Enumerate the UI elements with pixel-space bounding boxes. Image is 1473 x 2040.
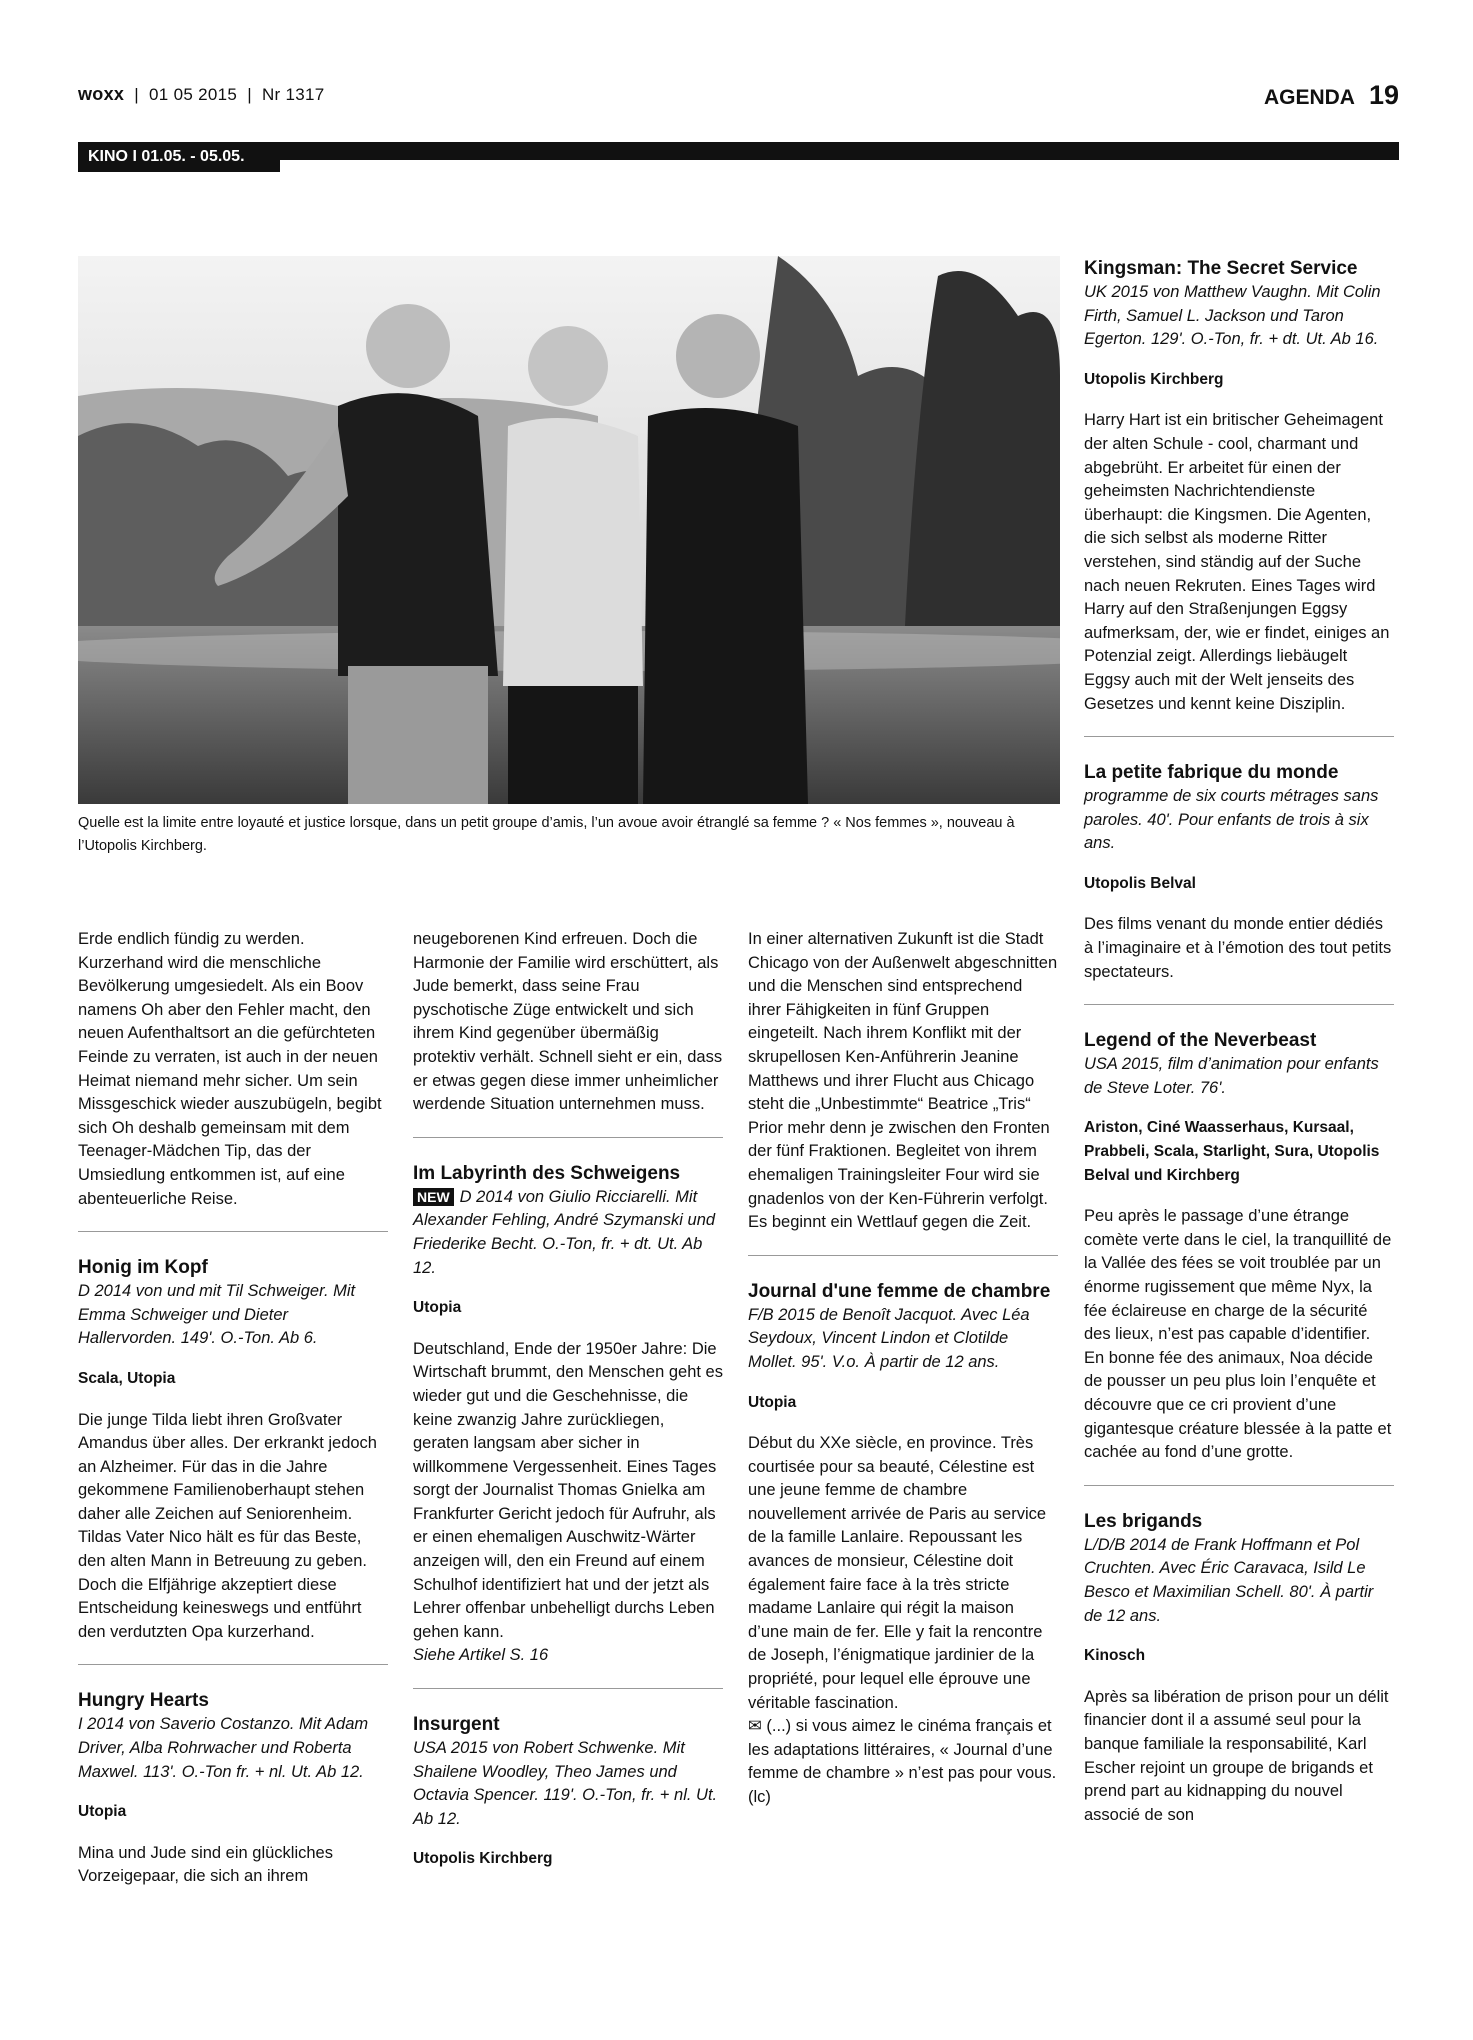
divider — [78, 1664, 388, 1665]
masthead: woxx | 01 05 2015 | Nr 1317 — [78, 84, 325, 104]
film-synopsis: Après sa libération de prison pour un délit financier dont il a assumé seul pour la banque familiale la responsabilité, Karl Escher rejoint un groupe de brigands et prend part au kidnapping du nouvel associé de son — [1084, 1687, 1389, 1824]
divider — [78, 1231, 388, 1232]
film-venue: Utopolis Belval — [1084, 874, 1196, 892]
article-reference: Siehe Artikel S. 16 — [413, 1646, 549, 1665]
column-1 — [78, 928, 388, 1889]
film-meta: USA 2015, film d’animation pour enfants de Steve Loter. 76'. — [1084, 1055, 1379, 1097]
issue-number: Nr 1317 — [261, 85, 325, 104]
issue-date: 01 05 2015 — [149, 85, 238, 104]
film-synopsis: Mina und Jude sind ein glückliches Vorzeigepaar, die sich an ihrem — [78, 1843, 333, 1886]
section-name: AGENDA — [1263, 86, 1355, 109]
photo-caption: Quelle est la limite entre loyauté et justice lorsque, dans un petit groupe d’amis, l’un avoue avoir étranglé sa femme ? « Nos femmes », nouveau à l’Utopolis Kirchberg. — [78, 815, 1015, 854]
film-title: Hungry Hearts — [78, 1690, 209, 1712]
column-3 — [748, 928, 1058, 1810]
film-title: Les brigands — [1084, 1510, 1203, 1532]
film-synopsis: Peu après le passage d’une étrange comète verte dans le ciel, la tranquillité de la Vallée des fées se voit troublée par un énorme rugissement que même Nyx, la fée éclaireuse en charge de la sécurité des lieux, n’est pas capable d’identifier. En bonne fée des animaux, Noa décide de pousser un peu plus loin l’enquête et découvre que ce cri provient d’une gigantesque créature blessée à la patte et cachée au fond d’une grotte. — [1084, 1207, 1392, 1462]
page-number: 19 — [1368, 80, 1399, 110]
divider — [748, 1255, 1058, 1256]
film-meta: L/D/B 2014 de Frank Hoffmann et Pol Cruchten. Avec Éric Caravaca, Isild Le Besco et Maximilian Schell. 80'. À partir de 12 ans. — [1084, 1535, 1374, 1625]
film-meta: F/B 2015 de Benoît Jacquot. Avec Léa Seydoux, Vincent Lindon et Clotilde Mollet. 95'. V.o. À partir de 12 ans. — [748, 1305, 1030, 1371]
column-4 — [1084, 257, 1394, 1827]
film-meta: USA 2015 von Robert Schwenke. Mit Shailene Woodley, Theo James und Octavia Spencer. 119'. O.-Ton, fr. + nl. Ut. Ab 12. — [413, 1739, 718, 1828]
film-synopsis: Début du XXe siècle, en province. Très courtisée pour sa beauté, Célestine est une jeune femme de chambre nouvellement arrivée de Paris au service de la famille Lanlaire. Repoussant les avances de monsieur, Célestine doit également faire face à la très stricte madame Lanlaire qui régit la maison d’une main de fer. Elle y fait la rencontre de Joseph, l’énigmatique jardinier de la propriété, pour lequel elle éprouve une véritable fascination. — [748, 1434, 1047, 1712]
film-title: Im Labyrinth des Schweigens — [413, 1162, 681, 1184]
article-continuation: Erde endlich fündig zu werden. Kurzerhand wird die menschliche Bevölkerung umgesiedelt. Als ein Boov namens Oh aber den Fehler macht, den neuen Aufenthaltsort an die gefürchteten Feinde zu verraten, ist auch in der neuen Heimat niemand mehr sicher. Um sein Missgeschick wieder auszubügeln, begibt sich Oh deshalb gemeinsam mit dem Teenager-Mädchen Tip, das der Umsiedlung entkommen ist, auf eine abenteuerliche Reise. — [78, 930, 382, 1208]
film-synopsis: Des films venant du monde entier dédiés à l’imaginaire et à l’émotion des tout petits spectateurs. — [1084, 915, 1392, 981]
divider — [1084, 1485, 1394, 1486]
film-venue: Utopolis Kirchberg — [1084, 370, 1224, 388]
section-header — [1264, 80, 1399, 111]
film-title: Honig im Kopf — [78, 1257, 208, 1279]
film-venue: Utopolis Kirchberg — [413, 1850, 553, 1868]
film-synopsis: Harry Hart ist ein britischer Geheimagent der alten Schule - cool, charmant und abgebrüht. Er arbeitet für einen der geheimsten Nachrichtendienste überhaupt: die Kingsmen. Die Agenten, die sich selbst als moderne Ritter verstehen, sind ständig auf der Suche nach neuen Rekruten. Eines Tages wird Harry auf den Straßenjungen Eggsy aufmerksam, der, wie er findet, einiges an Potenzial zeigt. Allerdings liebäugelt Eggsy auch mit der Welt jenseits des Gesetzes und kennt keine Disziplin. — [1084, 411, 1390, 713]
film-meta: NEW D 2014 von Giulio Ricciarelli. Mit Alexander Fehling, André Szymanski und Friederike Becht. O.-Ton, fr. + dt. Ut. Ab 12. — [413, 1187, 716, 1277]
film-venue: Kinosch — [1084, 1647, 1146, 1665]
film-meta: UK 2015 von Matthew Vaughn. Mit Colin Firth, Samuel L. Jackson und Taron Egerton. 129'. O.-Ton, fr. + dt. Ut. Ab 16. — [1084, 283, 1381, 349]
film-synopsis: Die junge Tilda liebt ihren Großvater Amandus über alles. Der erkrankt jedoch an Alzheimer. Für das in die Jahre gekommene Familienoberhaupt stehen daher alle Zeichen auf Seniorenheim. Tildas Vater Nico hält es für das Beste, den alten Mann in Betreuung zu geben. Doch die Elfjährige akzeptiert diese Entscheidung keineswegs und entführt den verdutzten Opa kurzerhand. — [78, 1410, 377, 1641]
divider — [413, 1688, 723, 1689]
film-synopsis: Deutschland, Ende der 1950er Jahre: Die Wirtschaft brummt, den Menschen geht es wieder gut und die Geschehnisse, die keine zwanzig Jahre zurückliegen, geraten langsam aber sicher in willkommene Vergessenheit. Eines Tages sorgt der Journalist Thomas Gnielka am Frankfurter Gericht jedoch für Aufruhr, als er einen ehemaligen Auschwitz-Wärter anzeigen will, den ein Freund auf einem Schulhof identifiziert hat und der jetzt als Lehrer offenbar unbehelligt durchs Leben gehen kann. — [413, 1339, 723, 1641]
film-review: ✉ (...) si vous aimez le cinéma français et les adaptations littéraires, « Journal d’une femme de chambre » n’est pas pour vous. (lc) — [748, 1717, 1057, 1806]
film-venue: Utopia — [78, 1803, 127, 1821]
film-meta: D 2014 von und mit Til Schweiger. Mit Emma Schweiger und Dieter Hallervorden. 149'. O.-Ton. Ab 6. — [78, 1282, 356, 1348]
film-title: Insurgent — [413, 1714, 500, 1736]
film-meta: I 2014 von Saverio Costanzo. Mit Adam Driver, Alba Rohrwacher und Roberta Maxwel. 113'. O.-Ton fr. + nl. Ut. Ab 12. — [78, 1715, 369, 1781]
brand-name: woxx — [78, 84, 125, 104]
film-venue: Ariston, Ciné Waasserhaus, Kursaal, Prabbeli, Scala, Starlight, Sura, Utopolis Belval und Kirchberg — [1084, 1119, 1380, 1184]
envelope-icon: ✉ — [748, 1717, 767, 1736]
film-venue: Utopia — [413, 1299, 462, 1317]
divider — [1084, 736, 1394, 737]
film-venue: Utopia — [748, 1393, 797, 1411]
film-title: Journal d'une femme de chambre — [748, 1280, 1051, 1302]
divider — [1084, 1004, 1394, 1005]
new-badge: NEW — [413, 1188, 454, 1206]
film-title: Legend of the Neverbeast — [1084, 1030, 1317, 1052]
film-still-photo — [78, 256, 1060, 804]
film-title: La petite fabrique du monde — [1084, 762, 1339, 784]
film-venue: Scala, Utopia — [78, 1369, 176, 1387]
section-tab: KINO I 01.05. - 05.05. — [78, 142, 280, 172]
divider — [413, 1137, 723, 1138]
article-continuation: In einer alternativen Zukunft ist die Stadt Chicago von der Außenwelt abgeschnitten und die Menschen sind entsprechend ihrer Fähigkeiten in fünf Gruppen eingeteilt. Nach ihrem Konflikt mit der skrupellosen Ken-Anführerin Jeanine Matthews und ihrer Flucht aus Chicago steht die „Unbestimmte“ Beatrice „Tris“ Prior mehr denn je zwischen den Fronten der fünf Fraktionen. Begleitet von ihrem ehemaligen Trainingsleiter Four wird sie gnadenlos von der Ken-Führerin verfolgt. Es beginnt ein Wettlauf gegen die Zeit. — [748, 930, 1058, 1232]
article-continuation: neugeborenen Kind erfreuen. Doch die Harmonie der Familie wird erschüttert, als Jude bemerkt, dass seine Frau pyschotische Züge entwickelt und sich ihrem Kind gegenüber übermäßig protektiv verhält. Schnell sieht er ein, dass er etwas gegen diese immer unheimlicher werdende Situation unternehmen muss. — [413, 930, 723, 1114]
film-meta: programme de six courts métrages sans paroles. 40'. Pour enfants de trois à six ans. — [1084, 787, 1379, 853]
film-title: Kingsman: The Secret Service — [1084, 258, 1358, 279]
photo-illustration — [78, 256, 1060, 804]
column-2 — [413, 928, 723, 1889]
